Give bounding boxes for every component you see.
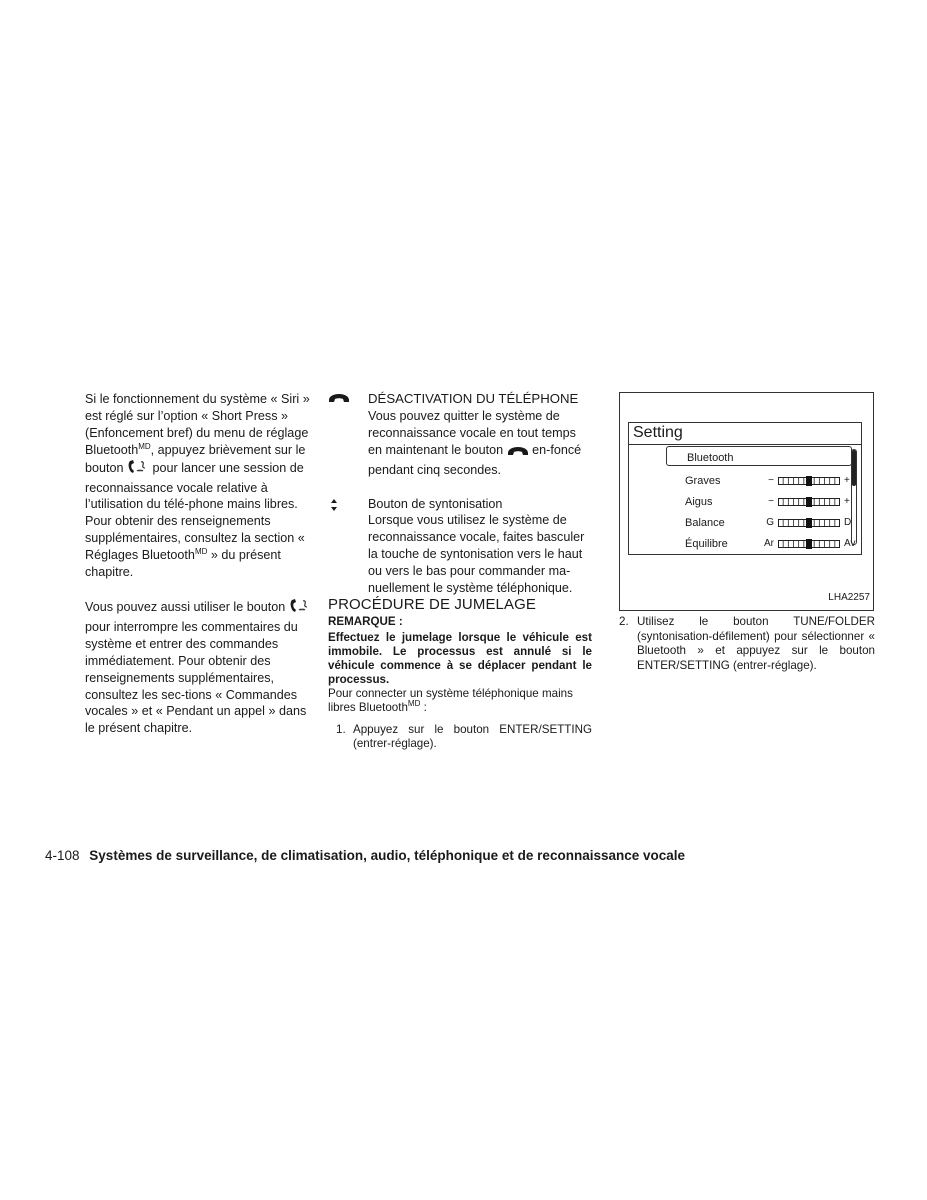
step-number: 2. [619, 615, 629, 628]
note-label: REMARQUE : [328, 614, 403, 628]
settings-screen-figure [619, 392, 874, 611]
step-text: Utilisez le bouton TUNE/FOLDER (syntonisation-défilement) pour sélectionner « Bluetooth » et appuyez sur le bouton ENTER/SETTING (entrer-réglage). [637, 615, 875, 672]
hang-up-text [368, 408, 592, 479]
slider-min-label: − [768, 475, 774, 486]
text: Pour connecter un système téléphonique mains libres Bluetooth [328, 686, 573, 714]
step-2 [619, 615, 875, 673]
figure-code: LHA2257 [828, 592, 870, 604]
text: , appuyez brièvement sur le bouton [85, 442, 306, 475]
hang-up-icon [328, 392, 350, 409]
menu-row-aigus: Aigus [685, 496, 713, 508]
slider-min-label: Ar [764, 538, 774, 549]
section-title: PROCÉDURE DE JUMELAGE [328, 595, 536, 613]
slider-track [778, 518, 840, 528]
talk-button-icon [289, 598, 311, 619]
interrupt-paragraph [85, 598, 313, 737]
slider-aigus[interactable] [762, 494, 856, 511]
slider-track [778, 539, 840, 549]
slider-level-marker [806, 476, 812, 486]
tune-title: Bouton de syntonisation [368, 496, 503, 511]
connect-text [328, 687, 592, 715]
left-column [85, 391, 313, 737]
page-footer [45, 848, 685, 863]
chapter-title: Systèmes de surveillance, de climatisation, audio, téléphonique et de reconnaissance vocale [89, 848, 686, 863]
slider-balance[interactable] [762, 515, 856, 532]
text: Si le fonctionnement du système « Siri » est réglé sur l’option « Short Press » (Enfoncement bref) du menu de réglage Bluetooth [85, 392, 310, 457]
slider-max-label: + [844, 496, 850, 507]
tune-feature [328, 496, 592, 597]
slider-level-marker [806, 497, 812, 507]
middle-column [328, 391, 592, 752]
text: pour lancer une session de reconnaissance vocale relative à l’utilisation du télé-phone mains libres. Pour obtenir des renseignements supplémentaires, consultez la section « Réglages Bluetooth [85, 460, 305, 563]
slider-level-marker [806, 539, 812, 549]
tune-up-down-icon [328, 497, 340, 518]
trademark: MD [138, 441, 151, 451]
slider-level-marker [806, 518, 812, 528]
menu-row-equilibre: Équilibre [685, 538, 728, 550]
display-screen [628, 422, 862, 555]
page-number: 4-108 [45, 848, 80, 863]
menu-row-graves: Graves [685, 475, 721, 487]
slider-max-label: Av [844, 538, 856, 549]
slider-equilibre[interactable] [757, 536, 856, 553]
tune-text: Lorsque vous utilisez le système de reconnaissance vocale, faites basculer la touche de syntonisation vers le haut ou vers le bas pour commander ma-nuellement le système téléphonique. [368, 513, 585, 596]
text: » du présent chapitre. [85, 548, 281, 580]
hang-up-title: DÉSACTIVATION DU TÉLÉPHONE [368, 391, 579, 406]
slider-track [778, 476, 840, 486]
screen-title: Setting [633, 424, 683, 441]
trademark: MD [194, 547, 208, 557]
bluetooth-label: Bluetooth [687, 452, 734, 464]
text: en-foncé pendant cinq secondes. [368, 442, 582, 477]
slider-max-label: D [844, 517, 852, 528]
text: Vous pouvez aussi utiliser le bouton [85, 599, 286, 614]
talk-button-icon [127, 459, 149, 480]
step-number: 1. [336, 722, 346, 736]
hang-up-feature [328, 391, 592, 479]
slider-graves[interactable] [762, 473, 856, 490]
slider-min-label: − [768, 496, 774, 507]
hang-up-icon [507, 445, 529, 462]
text: Vous pouvez quitter le système de reconnaissance vocale en tout temps en maintenant le bouton [368, 408, 576, 457]
text: pour interrompre les commentaires du système et entrer des commandes immédiatement. Pour obtenir des renseignements supplémentaires, consultez les sec-tions « Commandes vocales » et « Pendant un appel » dans le présent chapitre. [85, 619, 307, 736]
note-body: Effectuez le jumelage lorsque le véhicule est immobile. Le processus est annulé si le véhicule commence à se déplacer pendant le processus. [328, 630, 592, 686]
slider-min-label: G [766, 517, 774, 528]
text: : [420, 700, 427, 714]
right-column [619, 392, 875, 673]
divider [629, 444, 861, 445]
siri-paragraph [85, 391, 313, 581]
step-1 [328, 723, 592, 752]
step-text: Appuyez sur le bouton ENTER/SETTING (entrer-réglage). [353, 722, 592, 751]
slider-track [778, 497, 840, 507]
menu-row-balance: Balance [685, 517, 725, 529]
trademark: MD [407, 698, 421, 708]
bluetooth-menu-item[interactable] [666, 446, 852, 466]
slider-max-label: + [844, 475, 850, 486]
